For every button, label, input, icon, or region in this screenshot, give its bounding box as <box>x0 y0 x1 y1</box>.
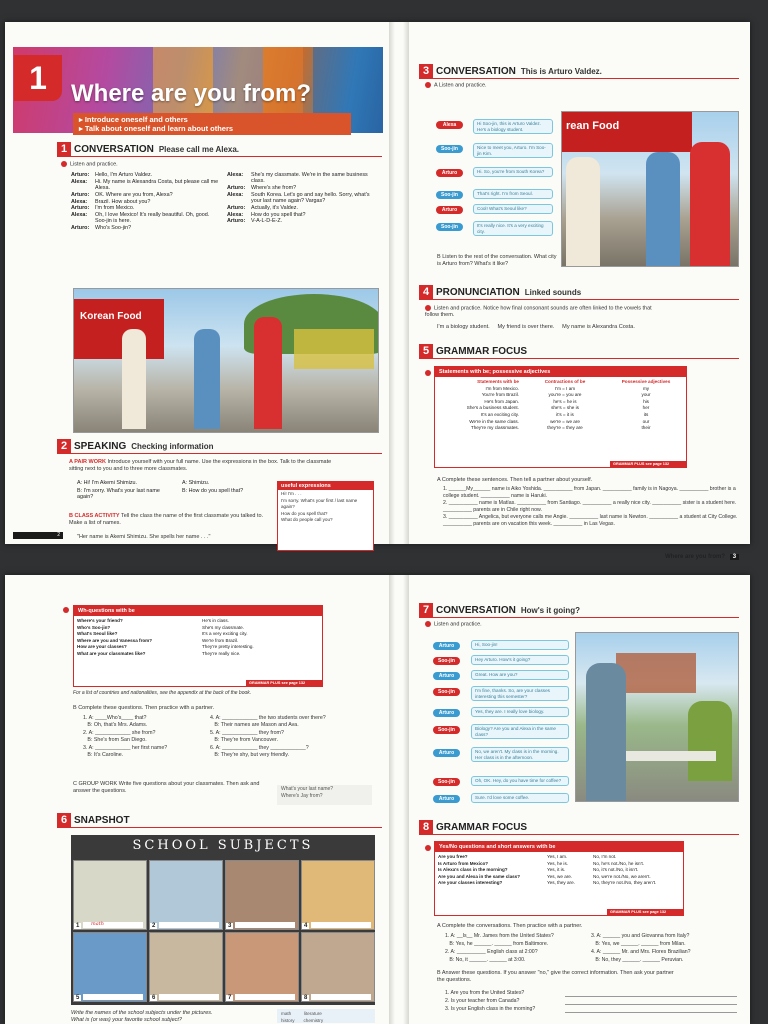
instruction: Listen and practice. <box>61 161 118 168</box>
audio-icon[interactable] <box>425 82 431 88</box>
dialogue-line <box>71 212 221 225</box>
yes-answer: Yes, it is. <box>547 867 566 873</box>
subject-word-box: math literature history chemistry <box>277 1009 375 1023</box>
dialogue-line <box>227 172 377 185</box>
question-cell: Where's your friend? <box>77 618 123 623</box>
table-cell: I'm from Mexico. <box>485 385 519 391</box>
speech-bubble: Sure. I'd love some coffee. <box>471 793 569 803</box>
table-cell: our <box>642 418 650 424</box>
subject-tile-4 <box>301 860 375 930</box>
exercise-line: 1. A: ____Who's____ that? <box>83 715 147 721</box>
speaker-name: Alexa: <box>227 191 244 198</box>
speaker-name: Arturo: <box>71 205 90 212</box>
column-header: Possessive adjectives <box>621 379 671 384</box>
yes-answer: Yes, they are. <box>547 880 575 886</box>
wh-b-instruction: B Complete these questions. Then practice with a partner. <box>73 705 215 711</box>
speaker-name: Arturo: <box>71 225 90 232</box>
column-header: Contractions of be <box>544 379 586 384</box>
group-work-examples: What's your last name? Where's Jay from? <box>277 785 372 805</box>
dialogue-text: She's my classmate. We're in the same business class. <box>251 172 368 185</box>
speaker-tag: Soo-jin <box>433 726 460 734</box>
speaker-name: Alexa: <box>227 211 244 218</box>
table-cell: your <box>641 392 651 398</box>
pair-work-text: A PAIR WORK Introduce yourself with your full name. Use the expressions in the box. Talk to the classmate sitting next to you and to three more classmates. <box>69 459 332 472</box>
table-cell: its <box>643 411 649 417</box>
dialogue-line <box>71 225 221 231</box>
expression-item: Hi! I'm . . . <box>281 491 302 496</box>
exercise-line: 4. A: ______ Mr. and Mrs. Flores Brazilian? <box>591 949 691 955</box>
tile-number: 8 <box>304 995 308 1001</box>
speaker-name: Arturo: <box>71 191 90 198</box>
audio-icon[interactable] <box>425 621 431 627</box>
speaker-tag: Arturo <box>433 749 460 757</box>
subject-tile-8 <box>301 932 375 1002</box>
speech-bubble: No, we aren't. My class is in the morning. Her class is in the afternoon. <box>471 747 569 762</box>
speaker-tag: Arturo <box>436 206 463 214</box>
expression-item: I'm sorry. What's your first / last name again? <box>281 497 358 509</box>
section-2-title: 2 SPEAKING Checking information <box>57 439 213 453</box>
speaker-tag: Alexa <box>436 121 463 129</box>
exercise-line: B: Yes, he ______. ______ from Baltimore. <box>445 941 549 947</box>
grammar-table-be: Statements with be; possessive adjectives Statements with be I'm from Mexico. You're from Brazil. He's from Japan. She's a business student. It's an exciting city. We're in the same class. They're my classmates. Contractions of be I'm = I am you're = you are he's = he is she's = she is it's = it is we're = we are they're = they are Possessive adjectives my your his her its our their GRAMMAR PLUS see page 132 <box>434 366 687 468</box>
question-cell: How are your classes? <box>77 644 127 650</box>
answer-cell: He's in class. <box>202 618 229 623</box>
speech-bubble: Hi, Soo-jin! <box>471 640 569 650</box>
dialogue-text: Hi. My name is Alexandra Costa, but please call me Alexa. <box>95 178 219 192</box>
dialogue-line <box>227 212 377 218</box>
exercise-line: B: No, they ______. ______ Peruvian. <box>591 957 684 963</box>
audio-icon[interactable] <box>425 845 431 851</box>
dialogue-line <box>71 179 221 192</box>
table-cell: we're = we are <box>550 418 580 424</box>
goal-1: ▸ Introduce oneself and others <box>79 115 188 124</box>
table-cell: you're = you are <box>548 392 582 398</box>
snapshot-banner: SCHOOL SUBJECTS <box>132 838 314 853</box>
exercise-line: 3. A: ______ you and Giovanna from Italy? <box>591 933 690 939</box>
class-activity-quote: "Her name is Akemi Shimizu. She spells her name . . ." <box>77 534 211 540</box>
answer-cell: It's a very exciting city. <box>202 631 248 637</box>
book-gutter <box>389 575 409 1024</box>
b-question: 1. Are you from the United States? <box>445 990 525 996</box>
exercise-line: 2. A: __________ English class at 2:00? <box>445 949 538 955</box>
dialogue-text: Hello, I'm Arturo Valdez. <box>95 172 153 178</box>
table-cell: he's = he is <box>553 398 577 404</box>
table-cell: You're from Brazil. <box>481 392 519 398</box>
answer-line <box>311 922 371 928</box>
table-cell: I'm = I am <box>554 385 576 391</box>
yes-answer: Yes, he is. <box>547 860 569 866</box>
yes-answer: Yes, we are. <box>547 873 573 879</box>
yes-answer: Yes, I am. <box>547 854 568 859</box>
appendix-note: For a list of countries and nationalities, see the appendix at the back of the book. <box>73 690 252 696</box>
table-cell: We're in the same class. <box>469 418 519 424</box>
speaker-tag: Soo-jin <box>436 223 463 231</box>
speech-bubble: Yes, they are. I really love biology. <box>471 707 569 717</box>
dialogue-right <box>227 172 377 225</box>
audio-icon[interactable] <box>61 161 67 167</box>
tile-answer: math <box>91 921 104 927</box>
listen-rest: B Listen to the rest of the conversation. What city is Arturo from? What's it like? <box>437 254 557 267</box>
speaker-tag: Soo-jin <box>433 778 460 786</box>
subject-tile-6 <box>149 932 223 1002</box>
answer-line <box>83 922 143 928</box>
exercise-line: 1. A: __Is__ Mr. James from the United States? <box>445 933 554 939</box>
column-header: Statements with be <box>477 379 519 384</box>
goal-2: ▸ Talk about oneself and learn about others <box>79 124 234 133</box>
subject-tile-3 <box>225 860 299 930</box>
no-answer: No, we're not./No, we aren't. <box>593 873 651 879</box>
exercise-line: B: Oh, that's Mrs. Adams. <box>83 722 148 729</box>
instruction: A Listen and practice. <box>425 82 487 89</box>
speaker-name: Arturo: <box>227 204 246 211</box>
dialogue-text: Where's she from? <box>251 185 297 192</box>
exercise-line: B: They're shy, but very friendly. <box>210 752 290 759</box>
useful-expressions-box: useful expressions Hi! I'm . . . I'm sorry. What's your first / last name again? How do you spell that? What do people call you? <box>277 481 374 551</box>
speech-bubble: Cool! What's Seoul like? <box>473 204 553 214</box>
answer-cell: She's my classmate. <box>202 624 244 630</box>
speech-bubble: Hi. So, you're from South Korea? <box>473 167 553 177</box>
speaker-tag: Soo-jin <box>436 145 463 153</box>
section-number: 1 <box>57 142 71 156</box>
speaker-name: Alexa: <box>71 198 88 205</box>
dialogue-text: I'm from Mexico. <box>95 205 135 212</box>
photo-campus-coffee <box>575 632 739 802</box>
group-work-text: C GROUP WORK Write five questions about your classmates. Then ask and answer the questions. <box>73 781 260 794</box>
tile-number: 1 <box>76 923 80 929</box>
grammar-table-wh: Wh-questions with be Where's your friend? Who's Soo-jin? What's Seoul like? Where are you and Vanessa from? How are your classes? What are your classmates like? He's in class. She's my classmate. It's a very exciting city. We're from Brazil. They're pretty interesting. They're really nice. GRAMMAR PLUS see page 132 <box>73 605 323 687</box>
dialogue-text: Who's Soo-jin? <box>95 225 132 232</box>
subject-tile-7 <box>225 932 299 1002</box>
no-answer: No, he's not./No, he isn't. <box>593 860 645 866</box>
question-cell: Are your classes interesting? <box>438 880 503 886</box>
question-cell: What's Seoul like? <box>77 631 118 637</box>
s8-a-instruction: A Complete the conversations. Then practice with a partner. <box>437 923 583 929</box>
speaker-name: Arturo: <box>71 172 90 178</box>
s8-b-instruction: B Answer these questions. If you answer "no," give the correct information. Then ask your partner the questions. <box>437 970 674 983</box>
exercise-line: 5. A: ____________ they from? <box>210 729 284 736</box>
dialogue-line <box>227 185 377 191</box>
page-number-left: 2 <box>13 532 63 539</box>
dialogue-text: Oh, I love Mexico! It's really beautiful. Oh, good. Soo-jin is here. <box>95 211 210 225</box>
dialogue-line <box>227 205 377 211</box>
speaker-name: Alexa: <box>71 211 88 218</box>
dialogue-line <box>71 192 221 198</box>
subject-tile-2 <box>149 860 223 930</box>
speaker-tag: Arturo <box>433 709 460 717</box>
speaker-name: Alexa: <box>71 178 88 185</box>
subject-tile-5 <box>73 932 147 1002</box>
table-cell: it's = it is <box>556 411 574 417</box>
table-cell: She's a business student. <box>466 405 519 411</box>
audio-icon[interactable] <box>63 607 69 613</box>
speaker-tag: Arturo <box>436 169 463 177</box>
question-cell: Who's Soo-jin? <box>77 624 111 630</box>
answer-line <box>565 1012 737 1013</box>
exercise-item: 2. __________ name is Matías. __________ from Santiago. __________ a really nice city. __________ sister is a student here. __________ parents are in Chile right now. <box>443 500 737 513</box>
b-question: 2. Is your teacher from Canada? <box>445 998 520 1004</box>
exercise-line: 3. A: ____________ her first name? <box>83 744 168 751</box>
exercise-line: 4. A: ____________ the two students over there? <box>210 715 326 721</box>
dialogue-line <box>227 218 377 224</box>
wh-exercises-right <box>210 715 380 759</box>
answer-line <box>159 994 219 1000</box>
s8-exercises-left <box>445 932 595 964</box>
no-answer: No, I'm not. <box>593 854 617 859</box>
answer-cell: They're really nice. <box>202 650 241 656</box>
question-cell: Where are you and Vanessa from? <box>77 637 153 643</box>
exercise-item: 1. ______My______ name is Aiko Yoshida. __________ from Japan. __________ family is in Nagoya. __________ brother is a college student. __________ name is Haruki. <box>443 486 736 499</box>
question-cell: Are you free? <box>438 854 468 859</box>
section-5-title: 5 GRAMMAR FOCUS <box>419 344 527 358</box>
tile-number: 7 <box>228 995 232 1001</box>
page-footer-right: Where are you from? 3 <box>665 554 739 560</box>
table-cell: his <box>643 398 649 404</box>
expression-item: How do you spell that? <box>281 510 328 516</box>
section-subtitle: Please call me Alexa. <box>158 144 240 154</box>
s8-exercises-right <box>591 932 739 964</box>
tile-number: 3 <box>228 923 232 929</box>
question-cell: Is Arturo from Mexico? <box>438 860 489 866</box>
speaker-name: Arturo: <box>227 185 246 192</box>
b-question: 3. Is your English class in the morning? <box>445 1006 536 1012</box>
speaker-tag: Arturo <box>433 795 460 803</box>
tile-number: 4 <box>304 923 308 929</box>
exercise-item: 3. __________ Angelica, but everyone calls me Angie. __________ last name is Newton. __________ a student at City College. __________ parents are on vacation this week. __________ in Las Vegas. <box>443 514 738 527</box>
book-spread-bottom <box>5 575 750 1024</box>
speech-bubble: Hi Soo-jin, this is Arturo Valdez. He's a biology student. <box>473 119 553 134</box>
book-gutter <box>389 22 409 544</box>
dialogue-line <box>71 205 221 211</box>
speech-bubble: Biology? Are you and Alexa in the same class? <box>471 724 569 739</box>
speaker-tag: Soo-jin <box>436 191 463 199</box>
speaker-tag: Arturo <box>433 642 460 650</box>
speaker-name: Arturo: <box>227 218 246 225</box>
speech-bubble: Oh, OK. Hey, do you have time for coffee? <box>471 776 569 786</box>
section-4-title: 4 PRONUNCIATION Linked sounds <box>419 285 581 299</box>
no-answer: No, they're not./No, they aren't. <box>593 880 657 886</box>
table-cell: their <box>641 425 651 431</box>
subject-tile-1 <box>73 860 147 930</box>
speaker-tag: Soo-jin <box>433 688 460 696</box>
dialogue-text: V-A-L-D-E-Z. <box>251 218 283 225</box>
section-8-title: 8 GRAMMAR FOCUS <box>419 820 527 834</box>
answer-line <box>235 994 295 1000</box>
unit-goals <box>73 113 351 135</box>
pronunciation-text: Listen and practice. Notice how final consonant sounds are often linked to the vowels that follow them. <box>425 305 652 319</box>
dialogue-left <box>71 172 221 232</box>
dialogue-text: How do you spell that? <box>251 211 306 218</box>
section-3-title: 3 CONVERSATION This is Arturo Valdez. <box>419 64 602 78</box>
dialogue-text: Actually, it's Valdez. <box>251 204 298 211</box>
dialogue-line <box>227 192 377 205</box>
expression-item: What do people call you? <box>281 517 333 522</box>
speech-bubble: It's really nice. It's a very exciting city. <box>473 221 553 236</box>
exercise-line: 2. A: ____________ she from? <box>83 729 156 736</box>
exercise-line: B: She's from San Diego. <box>83 737 147 744</box>
dialogue-text: OK. Where are you from, Alexa? <box>95 191 173 198</box>
tile-number: 5 <box>76 995 80 1001</box>
answer-line <box>565 1004 737 1005</box>
speech-bubble: That's right. I'm from Seoul. <box>473 189 553 199</box>
table-cell: my <box>642 385 650 391</box>
section-7-title: 7 CONVERSATION How's it going? <box>419 603 580 617</box>
answer-cell: We're from Brazil. <box>202 637 239 643</box>
dialogue-text: South Korea. Let's go and say hello. Sorry, what's your last name again? Vargas? <box>251 191 370 205</box>
section-heading: CONVERSATION <box>74 143 154 155</box>
speech-bubble: Nice to meet you, Arturo. I'm Soo-jin Kim. <box>473 143 553 158</box>
question-cell: What are your classmates like? <box>77 650 146 656</box>
section-rule <box>57 156 382 157</box>
exercise-line: B: Yes, we ______. ______ from Milan. <box>591 941 686 947</box>
table-cell: she's = she is <box>551 405 579 411</box>
table-cell: He's from Japan. <box>484 398 519 404</box>
table-cell: her <box>642 405 650 411</box>
section-6-title: 6 SNAPSHOT <box>57 813 130 827</box>
answer-line <box>235 922 295 928</box>
answer-cell: They're pretty interesting. <box>202 644 254 650</box>
dialogue-line <box>71 199 221 205</box>
tile-number: 6 <box>152 995 156 1001</box>
exercise-line: B: They're from Vancouver. <box>210 737 278 744</box>
photo-korean-food-stall <box>73 288 379 433</box>
exercise-line: 6. A: ____________ they ____________? <box>210 744 309 751</box>
food-sign: Korean Food <box>80 311 142 322</box>
dialogue-text: Brazil. How about you? <box>95 198 151 205</box>
audio-icon[interactable] <box>425 370 431 376</box>
question-cell: Is Alexa's class in the morning? <box>438 867 508 873</box>
snapshot-instruction: Write the names of the school subjects under the pictures. What is (or was) your favorite school subject? <box>71 1010 213 1023</box>
grammar-exercises <box>443 486 739 529</box>
answer-line <box>311 994 371 1000</box>
exercise-line: B: No, it ______. ______ at 3:00. <box>445 957 526 963</box>
table-cell: They're my classmates. <box>470 425 519 431</box>
book-spread-top: 1 Where are you from? ▸ Introduce oneself and others ▸ Talk about oneself and learn about others 1 CONVERSATION Please call me Alexa. Listen and practice. Arturo: Hello, I'm Arturo Valdez. Alexa: Hi. My name is Alexandra Costa, but please call me Alexa. Arturo: OK. Where are you from, Alexa? Alexa: Brazil. How about you? Arturo: I'm from Mexico. Alexa: Oh, I love Mexico! It's really beautiful. Oh, good. Soo-jin is here. Arturo: Who's Soo-jin? Alexa: She's my classmate. We're in the same business class. Arturo: Where's she from? Alexa: South Korea. Let's go and say hello. Sorry, what's your last name again? Vargas? Arturo: Actually, it's Valdez. Alexa: How do you spell that? Arturo: V-A-L-D-E-Z. Korean Food 2 SPEAKING Checking information A PAIR WORK Introduce yourself with your full name. Use the expressions in the box. Talk to the classmate sitting next to you and to three more classmates. A: Hi! I'm Akemi Shimizu. B: I'm sorry. What's your last name again? A: Shimizu. B: How do you spell that? useful expressions Hi! I'm . . . I'm sorry. What's your first / last name again? How do you spell that? What do people call you? B CLASS ACTIVITY Tell the class the name of the first classmate you talked to. Make a list of names. "Her name is Akemi Shimizu. She spells her name . . ." 2 3 CONVERSATION This is Arturo Valdez. A Listen and practice. rean Food B Listen to the rest of the conversation. What city is Arturo from? What's it like? 4 PRONUNCIATION Linked sounds Listen and practice. Notice how final consonant sounds are often linked to the vowels that follow them. I'm a biology student. My friend is over there. My name is Alexandra Costa. 5 GRAMMAR FOCUS Statements with be; possessive adjectives Statements with be I'm from Mexico. You're from Brazil. He's from Japan. She's a business student. It's an exciting city. We're in the same class. They're my classmates. Contractions of be I'm = I am you're = you are he's = he is she's = she is it's = it is we're = we are they're = they are Possessive adjectives my your his her its our their GRAMMAR PLUS see page 132 A Complete these sentences. Then tell a partner about yourself. 1. ______My______ name is Aiko Yoshida. __________ from Japan. __________ family is in Nagoya. __________ brother is a college student. __________ name is Haruki. 2. __________ name is Matías. __________ from Santiago. __________ a really nice city. __________ sister is a student here. __________ parents are in Chile right now. 3. __________ Angelica, but everyone calls me Angie. __________ last name is Newton. __________ a student at City College. __________ parents are on vacation this week. __________ in Las Vegas. Where are you from? 3 Alexa Hi Soo-jin, this is Arturo Valdez. He's a biology student. Soo-jin Nice to meet you, Arturo. I'm Soo-jin Kim. Arturo Hi. So, you're from South Korea? Soo-jin That's right. I'm from Seoul. Arturo Cool! What's Seoul like? Soo-jin It's really nice. It's a very exciting city. <box>5 22 750 544</box>
exercise-line: B: Their names are Mason and Ava. <box>210 722 299 729</box>
speaker-name: Alexa: <box>227 172 244 178</box>
grammar-table-yes-no: Yes/No questions and short answers with be Are you free? Is Arturo from Mexico? Is Alexa's class in the morning? Are you and Alexa in the same class? Are your classes interesting? Yes, I am. Yes, he is. Yes, it is. Yes, we are. Yes, they are. No, I'm not. No, he's not./No, he isn't. No, it's not./No, it isn't. No, we're not./No, we aren't. No, they're not./No, they aren't. GRAMMAR PLUS see page 132 <box>434 841 684 916</box>
speech-bubble: Hey Arturo. How's it going? <box>471 655 569 665</box>
answer-line <box>159 922 219 928</box>
section-1-title <box>57 142 239 156</box>
wh-exercises-left <box>83 715 213 759</box>
unit-number: 1 <box>14 55 62 101</box>
instruction: Listen and practice. <box>425 621 482 628</box>
audio-icon[interactable] <box>425 305 431 311</box>
table-cell: It's an exciting city. <box>480 411 519 417</box>
pronunciation-examples: I'm a biology student. My friend is over there. My name is Alexandra Costa. <box>437 324 635 330</box>
photo-handshake: rean Food <box>561 111 739 267</box>
speaker-tag: Soo-jin <box>433 657 460 665</box>
dialogue-line <box>71 172 221 178</box>
answer-line <box>83 994 143 1000</box>
exercise-line: B: It's Caroline. <box>83 752 124 759</box>
speech-bubble: I'm fine, thanks. So, are your classes interesting this semester? <box>471 686 569 701</box>
grammar-a-instruction: A Complete these sentences. Then tell a partner about yourself. <box>437 477 593 483</box>
speaker-tag: Arturo <box>433 672 460 680</box>
class-activity-text: B CLASS ACTIVITY Tell the class the name of the first classmate you talked to. Make a list of names. <box>69 513 264 526</box>
tile-number: 2 <box>152 923 156 929</box>
speech-bubble: Great. How are you? <box>471 670 569 680</box>
table-cell: they're = they are <box>547 425 583 431</box>
no-answer: No, it's not./No, it isn't. <box>593 867 639 873</box>
unit-title: Where are you from? <box>71 80 312 107</box>
answer-line <box>565 996 737 997</box>
question-cell: Are you and Alexa in the same class? <box>438 873 521 879</box>
